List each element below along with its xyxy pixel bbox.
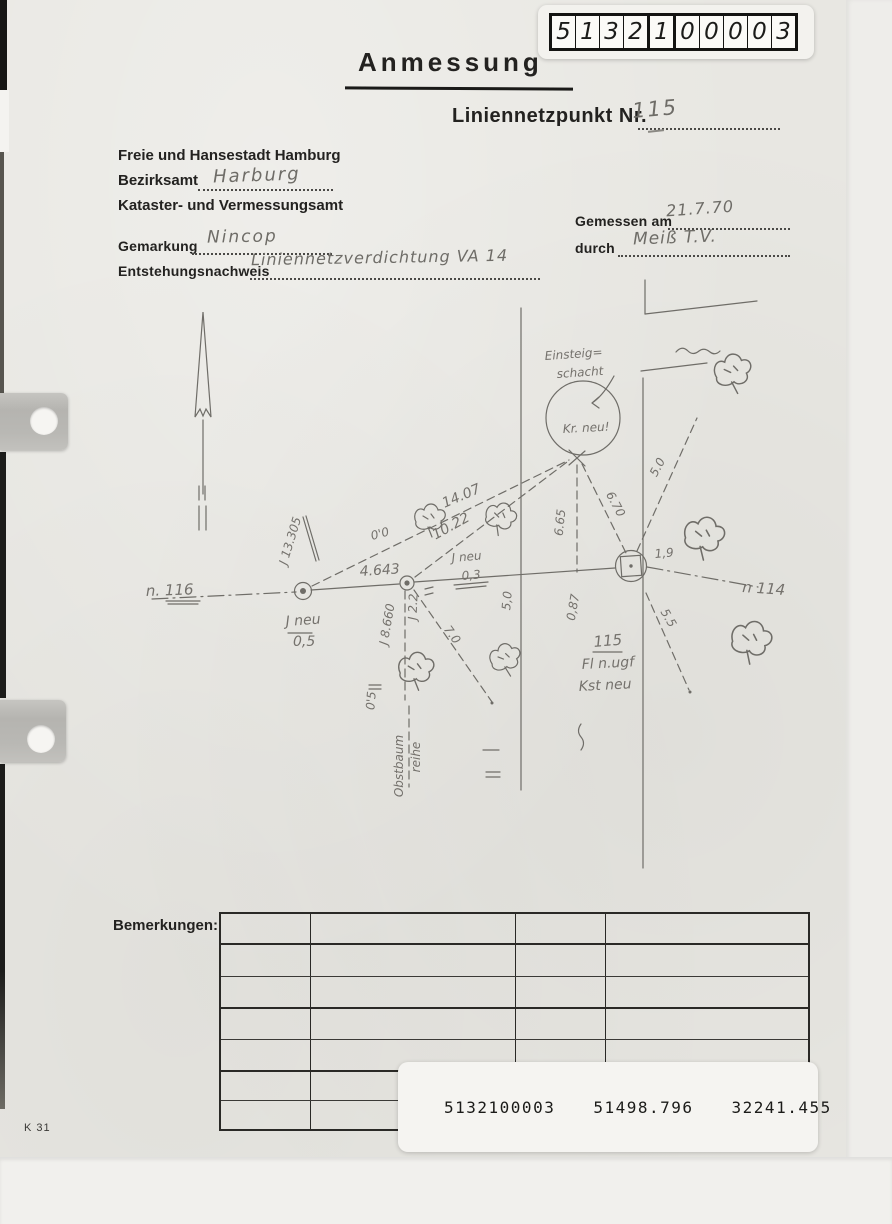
sketch-label-115: 115 xyxy=(592,630,623,651)
remarks-cell xyxy=(311,1009,516,1039)
remarks-cell xyxy=(221,945,311,976)
sketch-label-n114: n 114 xyxy=(741,578,786,599)
gemarkung-value: Nincop xyxy=(206,226,278,248)
traverse-line xyxy=(152,567,758,599)
survey-point-1 xyxy=(295,583,312,600)
survey-point-115 xyxy=(616,551,647,582)
remarks-cell xyxy=(516,945,606,976)
remarks-row xyxy=(221,914,808,945)
point-id-value: 5132100003 xyxy=(444,1097,556,1117)
sketch-label-pipe-neu-a: J neu xyxy=(285,611,322,630)
remarks-cell xyxy=(606,977,808,1007)
point-number-label: Liniennetzpunkt Nr. xyxy=(452,105,648,127)
code-digit: 1 xyxy=(650,16,676,48)
code-digit: 0 xyxy=(748,16,772,48)
boundary-line-right xyxy=(641,280,757,868)
sketch-label-dist-1022: 10.22 xyxy=(429,509,473,544)
code-digit: 0 xyxy=(724,16,748,48)
remarks-cell xyxy=(311,945,516,976)
sketch-label-dist-05: 0'5 xyxy=(363,690,379,711)
survey-point-2 xyxy=(400,576,414,590)
code-digit: 3 xyxy=(600,16,624,48)
coordinate-2-value: 32241.455 xyxy=(731,1097,832,1117)
sketch-label-pipe-neu-a-depth: 0,5 xyxy=(293,634,316,650)
sketch-label-pipe-8660: J 8.660 xyxy=(376,602,398,647)
origin-record-value: Liniennetzverdichtung VA 14 xyxy=(250,245,509,270)
sketch-label-kr-neu: Kr. neu! xyxy=(562,419,610,436)
sketch-label-obstbaum: Obstbaum xyxy=(392,734,406,798)
remarks-cell xyxy=(606,914,808,943)
remarks-cell xyxy=(221,977,311,1007)
code-digit: 2 xyxy=(624,16,650,48)
sketch-label-schacht: schacht xyxy=(556,363,604,381)
sketch-label-einsteig: Einsteig= xyxy=(544,344,603,363)
point-number-value: 115 xyxy=(631,95,680,123)
origin-record-label: Entstehungsnachweis xyxy=(118,263,270,279)
north-arrow xyxy=(195,312,211,530)
form-code: K 31 xyxy=(24,1122,51,1134)
remarks-row xyxy=(221,1009,808,1040)
measured-by-value: Meiß T.V. xyxy=(632,226,718,250)
remarks-cell xyxy=(606,1009,808,1039)
code-digit: 5 xyxy=(552,16,576,48)
remarks-cell xyxy=(221,1072,311,1100)
office-name: Kataster- und Vermessungsamt xyxy=(118,197,344,214)
remarks-cell xyxy=(311,977,516,1007)
sketch-label-fl: Fl n.ugf xyxy=(581,654,635,673)
annotation-marks xyxy=(166,516,622,689)
remarks-row xyxy=(221,977,808,1009)
remarks-label: Bemerkungen: xyxy=(113,917,219,934)
remarks-cell xyxy=(221,1009,311,1039)
sketch-label-n116: n. 116 xyxy=(145,580,194,600)
measured-on-label: Gemessen am xyxy=(575,213,673,229)
remarks-cell xyxy=(516,977,606,1007)
remarks-cell xyxy=(516,1009,606,1039)
coordinate-1-value: 51498.796 xyxy=(593,1097,694,1117)
sketch-label-dist-4643: 4.643 xyxy=(359,561,401,580)
sketch-label-reihe: reihe xyxy=(409,741,423,773)
sketch-label-dist-670: 6.70 xyxy=(603,489,628,520)
sketch-label-dist-70: 7.0 xyxy=(440,622,464,647)
sketch-label-dist-50-left: 5,0 xyxy=(499,590,515,611)
sketch-label-pipe-neu-b: J neu xyxy=(451,548,483,565)
code-digit: 0 xyxy=(700,16,724,48)
remarks-cell xyxy=(221,1040,311,1070)
sketch-label-dist-1407: 14.07 xyxy=(439,481,484,512)
sketch-label-pipe-neu-b-depth: 0,3 xyxy=(461,567,482,583)
agency-name: Freie und Hansestadt Hamburg xyxy=(118,147,341,164)
measured-on-value: 21.7.70 xyxy=(665,196,735,221)
bezirksamt-label: Bezirksamt xyxy=(118,172,199,189)
code-digit: 1 xyxy=(576,16,600,48)
sketch-label-dist-00: 0'0 xyxy=(369,524,391,543)
remarks-cell xyxy=(221,914,311,943)
code-digit: 0 xyxy=(676,16,700,48)
sketch-label-pipe-13305: J 13.305 xyxy=(276,515,305,567)
remarks-row xyxy=(221,945,808,977)
remarks-cell xyxy=(311,914,516,943)
measured-by-label: durch xyxy=(575,240,615,256)
sketch-label-pipe-22: J 2.2 xyxy=(405,593,421,621)
remarks-cell xyxy=(606,945,808,976)
remarks-cell xyxy=(516,914,606,943)
sketch-label-kst: Kst neu xyxy=(578,676,632,695)
gemarkung-label: Gemarkung xyxy=(118,238,198,254)
sketch-label-dist-50-right: 5.0 xyxy=(646,455,669,479)
sketch-label-dist-665: 6.65 xyxy=(551,508,569,537)
bezirksamt-value: Harburg xyxy=(212,163,301,188)
remarks-cell xyxy=(221,1101,311,1129)
sketch-label-dist-087: 0,87 xyxy=(563,592,583,622)
code-digit: 3 xyxy=(776,19,791,45)
sketch-label-dist-55: 5.5 xyxy=(657,606,680,630)
point-id-sticker xyxy=(398,1062,832,1152)
sketch-label-dist-19: 1,9 xyxy=(654,545,675,561)
form-title: Anmessung xyxy=(358,47,543,77)
